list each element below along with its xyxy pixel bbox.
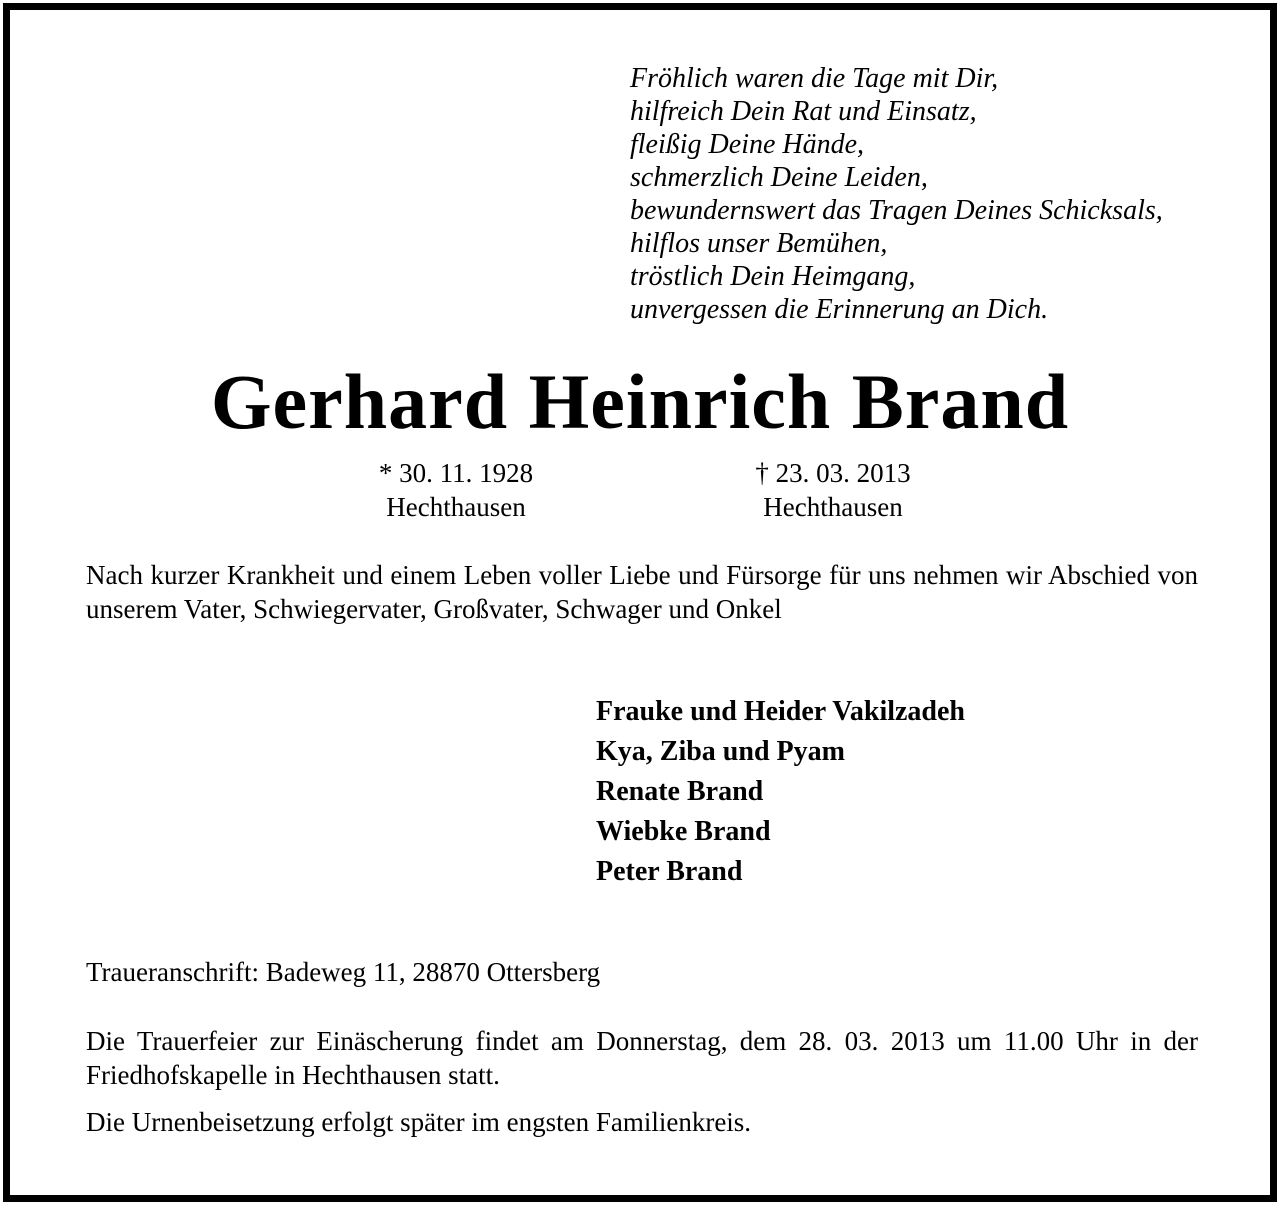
poem	[630, 62, 1163, 326]
death-date: † 23. 03. 2013	[755, 458, 911, 488]
poem-line: hilflos unser Bemühen,	[630, 228, 888, 259]
poem-line: hilfreich Dein Rat und Einsatz,	[630, 96, 977, 127]
mourner-name: Wiebke Brand	[596, 816, 771, 847]
poem-line: schmerzlich Deine Leiden,	[630, 162, 928, 193]
birth-info	[326, 456, 586, 524]
intro-text: Nach kurzer Krankheit und einem Leben voller Liebe und Fürsorge für uns nehmen wir Abschied von unserem Vater, Schwiegervater, Großvater, Schwager und Onkel	[86, 560, 1198, 624]
death-place: Hechthausen	[763, 492, 903, 522]
poem-line: unvergessen die Erinnerung an Dich.	[630, 294, 1049, 325]
ceremony-text: Die Trauerfeier zur Einäscherung findet am Donnerstag, dem 28. 03. 2013 um 11.00 Uhr in der Friedhofskapelle in Hechthausen statt.	[86, 1026, 1198, 1090]
poem-line: fleißig Deine Hände,	[630, 129, 865, 160]
mourner-name: Frauke und Heider Vakilzadeh	[596, 696, 966, 727]
poem-line: Fröhlich waren die Tage mit Dir,	[630, 63, 999, 94]
mourner-name: Kya, Ziba und Pyam	[596, 736, 845, 767]
mourners-list	[596, 692, 965, 892]
mourning-address: Traueranschrift: Badeweg 11, 28870 Ottersberg	[86, 957, 601, 987]
poem-line: tröstlich Dein Heimgang,	[630, 261, 916, 292]
burial-text: Die Urnenbeisetzung erfolgt später im engsten Familienkreis.	[86, 1107, 752, 1137]
mourner-name: Renate Brand	[596, 776, 764, 807]
mourner-name: Peter Brand	[596, 856, 743, 887]
birth-place: Hechthausen	[386, 492, 526, 522]
birth-date: * 30. 11. 1928	[378, 458, 534, 488]
deceased-name: Gerhard Heinrich Brand	[210, 358, 1070, 445]
death-info	[703, 456, 963, 524]
poem-line: bewundernswert das Tragen Deines Schicksals,	[630, 195, 1163, 226]
